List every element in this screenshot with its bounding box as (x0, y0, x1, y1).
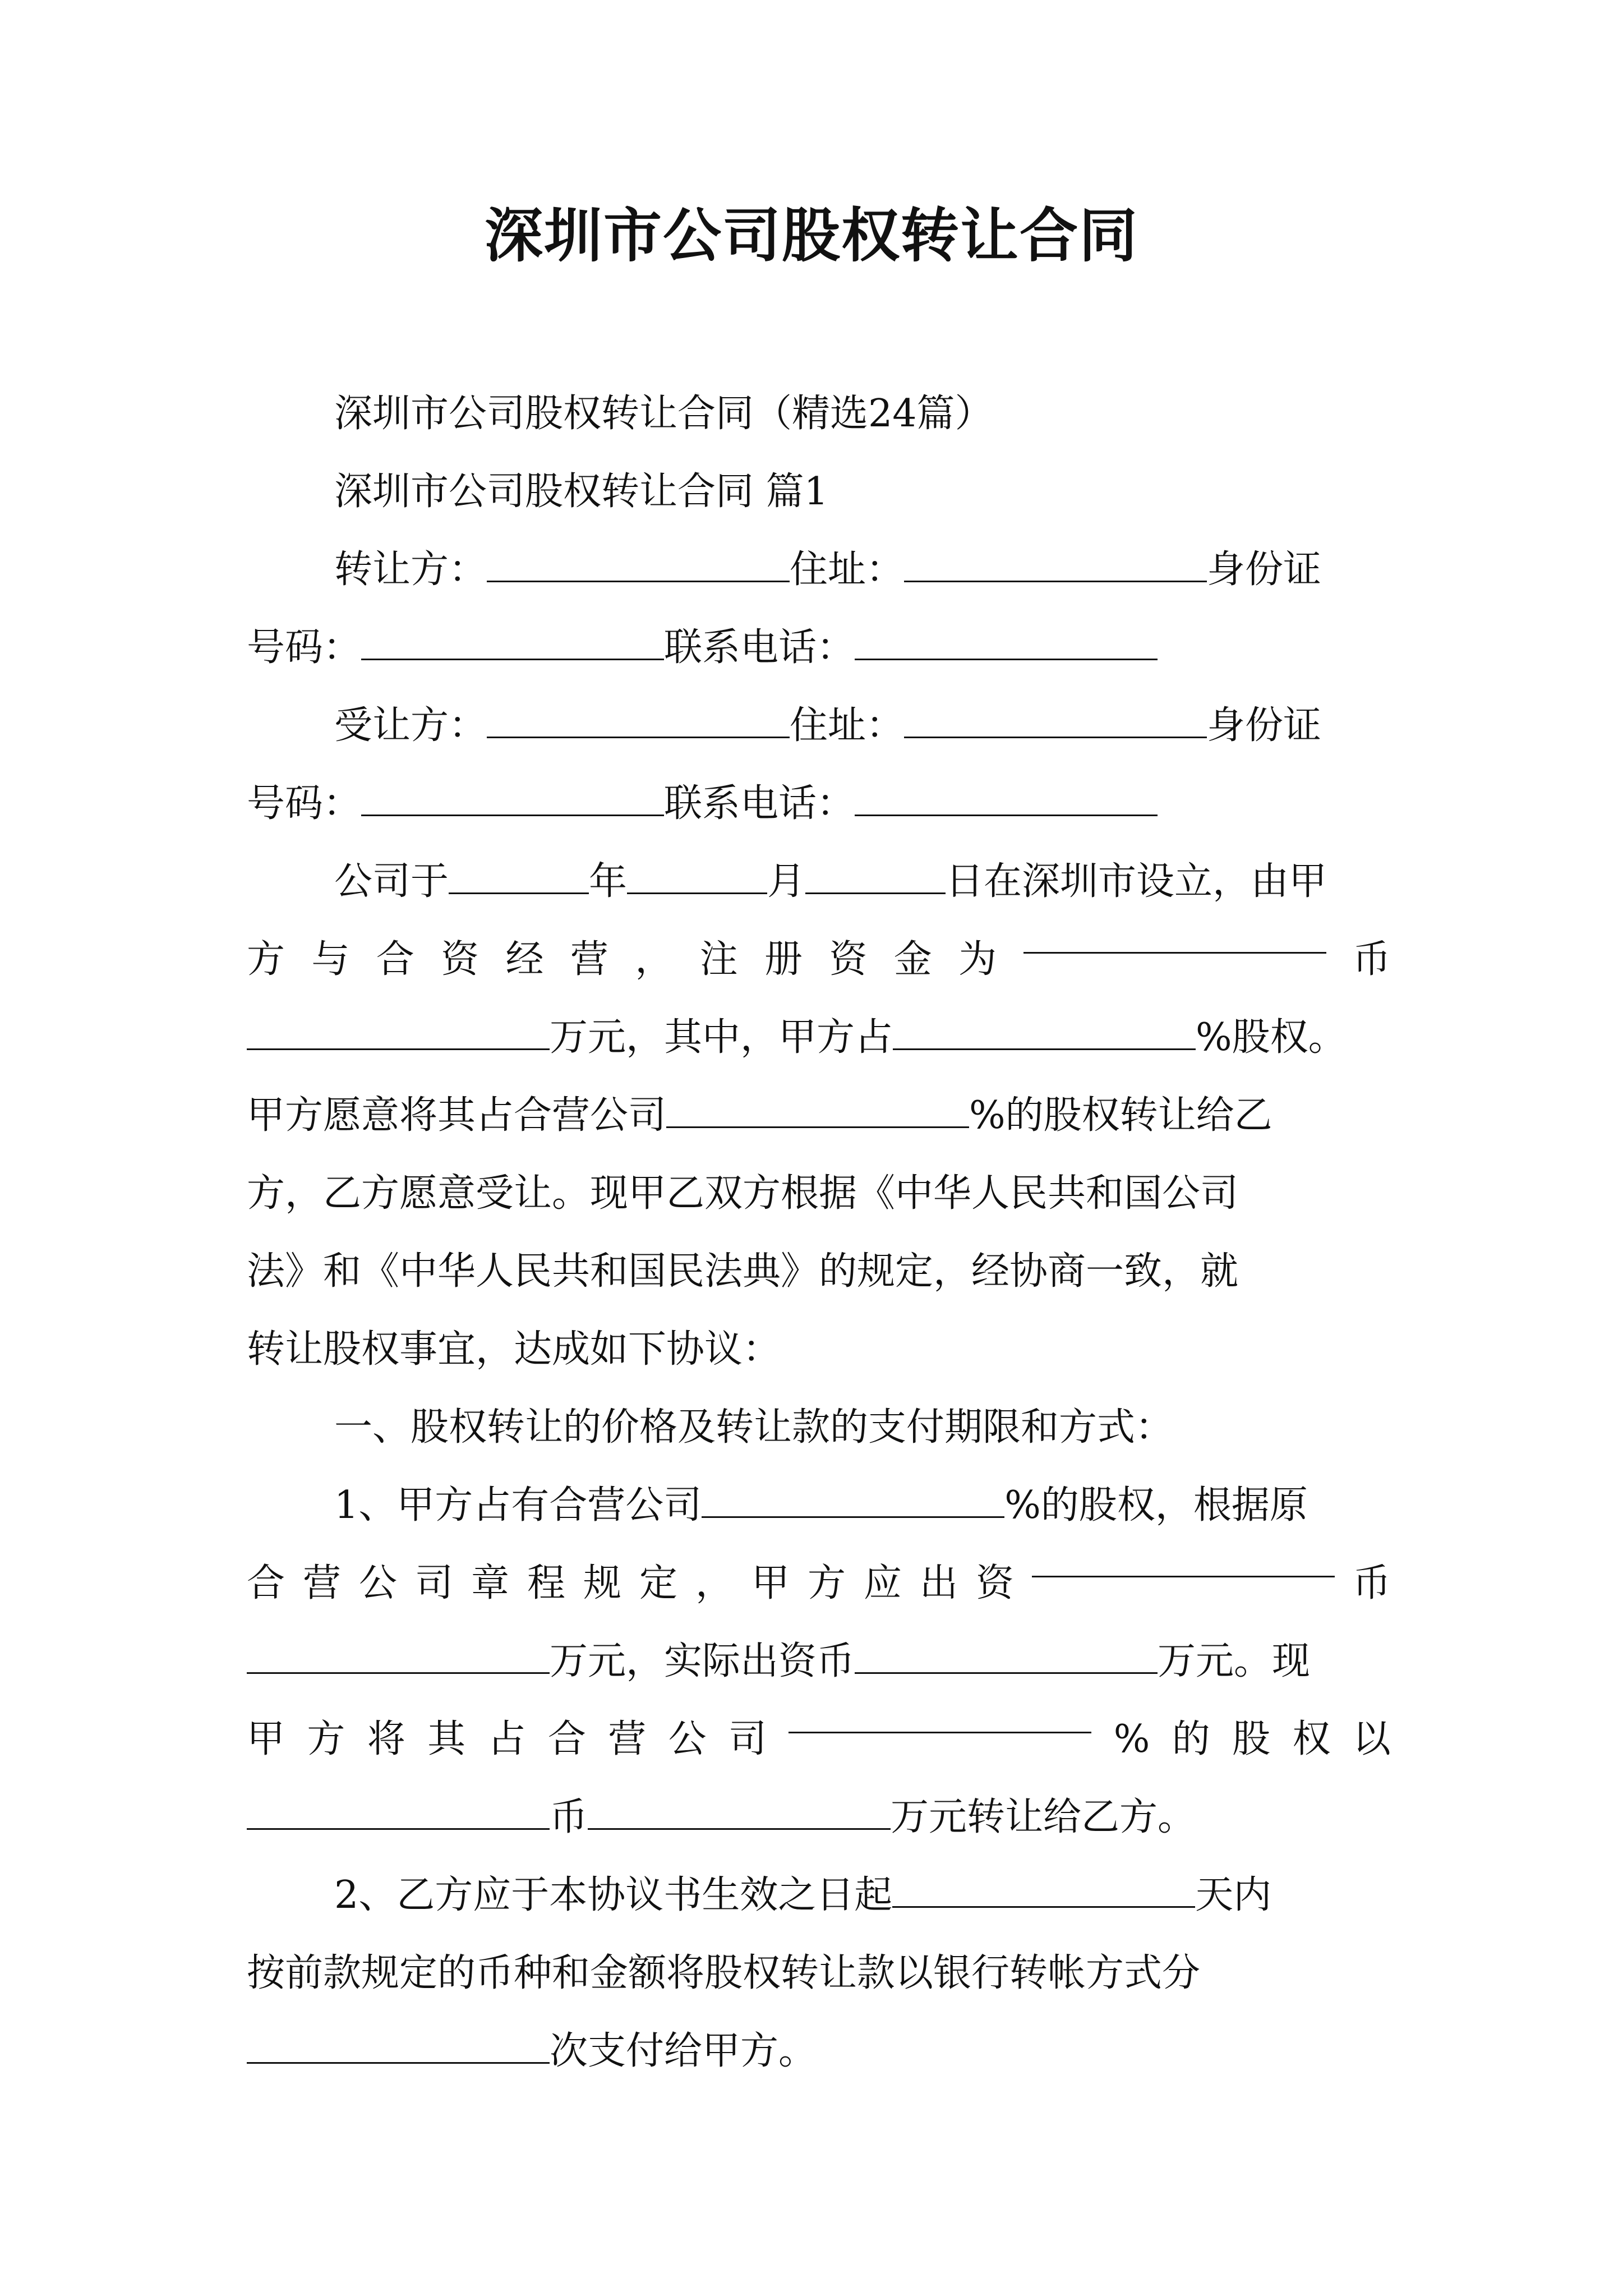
item1-line-5 (247, 1778, 1391, 1856)
char: 经 (505, 937, 544, 982)
day-blank (805, 861, 946, 894)
char: 方 (307, 1717, 345, 1761)
address-label: 住址： (790, 703, 905, 748)
text-segment: 万元转让给乙方。 (891, 1795, 1196, 1839)
item2-line-2: 按前款规定的币种和金额将股权转让款以银行转帐方式分 (247, 1951, 1201, 1995)
char: 资 (976, 1561, 1015, 1605)
transferee-name-blank (487, 705, 790, 738)
char: 司 (415, 1561, 454, 1605)
company-para-line-3 (247, 999, 1391, 1076)
held-share-blank (702, 1485, 1004, 1518)
transfer-price-amount-blank (588, 1797, 891, 1830)
transferor-line-2 (247, 609, 1391, 687)
transferor-line-1 (247, 531, 1391, 609)
char: 合 (247, 1561, 285, 1605)
text-segment: 2、乙方应于本协议书生效之日起 (334, 1873, 893, 1917)
transferee-line-1 (247, 687, 1391, 765)
company-para-line-4 (247, 1076, 1391, 1154)
char: 的 (1172, 1717, 1210, 1761)
char: 应 (864, 1561, 902, 1605)
transferor-phone-blank (855, 627, 1158, 660)
year-blank (449, 861, 589, 894)
party-a-share-blank (893, 1017, 1196, 1050)
char: 将 (367, 1717, 405, 1761)
text-segment: 币 (550, 1795, 588, 1839)
char: 规 (583, 1561, 622, 1605)
char: 章 (471, 1561, 510, 1605)
char: 营 (303, 1561, 342, 1605)
transferor-id-blank (361, 627, 664, 660)
company-para-line-5: 方，乙方愿意受让。现甲乙双方根据《中华人民共和国公司 (247, 1171, 1239, 1216)
char: 方 (808, 1561, 846, 1605)
company-para-line-6: 法》和《中华人民共和国民法典》的规定，经协商一致，就 (247, 1249, 1239, 1294)
heading-part: 深圳市公司股权转让合同 篇1 (334, 470, 828, 514)
transferee-line-2 (247, 765, 1391, 843)
char: 与 (311, 937, 350, 982)
transferee-id-blank (361, 783, 664, 816)
char: 定 (639, 1561, 678, 1605)
char: 为 (958, 937, 997, 982)
char: 公 (668, 1717, 707, 1761)
id-label: 身份证 (1207, 547, 1322, 592)
phone-label: 联系电话： (664, 625, 855, 670)
char: 甲 (751, 1561, 790, 1605)
char: ， (635, 937, 674, 982)
transferor-label: 转让方： (334, 547, 487, 592)
transferee-address-blank (904, 705, 1207, 738)
month-blank (627, 861, 767, 894)
transfer-share-percent-blank (789, 1700, 1091, 1733)
company-para-line-1 (247, 843, 1391, 921)
text-segment: 公司于 (334, 859, 449, 904)
char: 权 (1292, 1717, 1331, 1761)
text-segment: 次支付给甲方。 (550, 2029, 817, 2073)
installments-blank (247, 2031, 550, 2064)
char: 合 (376, 937, 414, 982)
item2-line-3 (247, 2012, 1391, 2090)
char: 币 (1352, 1561, 1391, 1605)
text-segment: 万元，其中，甲方占 (550, 1015, 893, 1060)
char: 股 (1232, 1717, 1271, 1761)
contribution-currency-blank (1032, 1544, 1335, 1577)
document-title: 深圳市公司股权转让合同 (484, 201, 1138, 270)
payment-days-blank (892, 1875, 1195, 1908)
transferee-phone-blank (855, 783, 1158, 816)
char: 其 (427, 1717, 466, 1761)
text-segment: 日在深圳市设立，由甲 (946, 859, 1327, 904)
char: 占 (487, 1717, 526, 1761)
transferor-address-blank (904, 549, 1207, 582)
section-heading-1: 一、股权转让的价格及转让款的支付期限和方式： (334, 1405, 1174, 1450)
text-segment: 万元，实际出资币 (550, 1639, 855, 1683)
char: 营 (570, 937, 608, 982)
char: 金 (893, 937, 932, 982)
char: 以 (1352, 1717, 1391, 1761)
id-label-cont: 号码： (247, 781, 362, 826)
char: % (1113, 1717, 1150, 1761)
text-segment: 万元。现 (1158, 1639, 1311, 1683)
heading-collection: 深圳市公司股权转让合同（精选24篇） (334, 392, 993, 436)
char: 资 (829, 937, 868, 982)
transfer-share-blank (666, 1095, 969, 1128)
char: 方 (247, 937, 285, 982)
contribution-amount-blank (247, 1641, 550, 1674)
char: 甲 (247, 1717, 285, 1761)
text-segment: 年 (589, 859, 628, 904)
char: 册 (764, 937, 803, 982)
text-segment: 1、甲方占有合营公司 (334, 1483, 702, 1527)
company-para-line-2 (247, 921, 1391, 999)
char: 公 (359, 1561, 398, 1605)
text-segment: 甲方愿意将其占合营公司 (247, 1093, 667, 1138)
id-label-cont: 号码： (247, 625, 362, 670)
transferor-name-blank (487, 549, 790, 582)
text-segment: 月 (767, 859, 806, 904)
address-label: 住址： (790, 547, 905, 592)
item1-line-2 (247, 1544, 1391, 1622)
item2-line-1 (247, 1856, 1391, 1934)
char: 注 (699, 937, 738, 982)
transferee-label: 受让方： (334, 703, 487, 748)
char: ， (695, 1561, 734, 1605)
company-para-line-7: 转让股权事宜，达成如下协议： (247, 1327, 781, 1372)
registered-capital-amount-blank (247, 1017, 550, 1050)
text-segment: %的股权，根据原 (1004, 1483, 1308, 1527)
text-segment: %的股权转让给乙 (969, 1093, 1272, 1138)
text-segment: 天内 (1195, 1873, 1272, 1917)
id-label: 身份证 (1207, 703, 1322, 748)
actual-contribution-blank (855, 1641, 1158, 1674)
char: 资 (441, 937, 479, 982)
item1-line-1 (247, 1466, 1391, 1544)
char: 合 (547, 1717, 586, 1761)
item1-line-3 (247, 1622, 1391, 1700)
char: 营 (608, 1717, 647, 1761)
char: 程 (527, 1561, 566, 1605)
transfer-price-currency-blank (247, 1797, 550, 1830)
item1-line-4 (247, 1700, 1391, 1778)
phone-label: 联系电话： (664, 781, 855, 826)
char: 出 (920, 1561, 958, 1605)
document-body (247, 375, 1391, 2090)
char: 币 (1352, 937, 1391, 982)
char: 司 (728, 1717, 767, 1761)
text-segment: %股权。 (1196, 1015, 1347, 1060)
registered-capital-currency-blank (1023, 921, 1326, 954)
